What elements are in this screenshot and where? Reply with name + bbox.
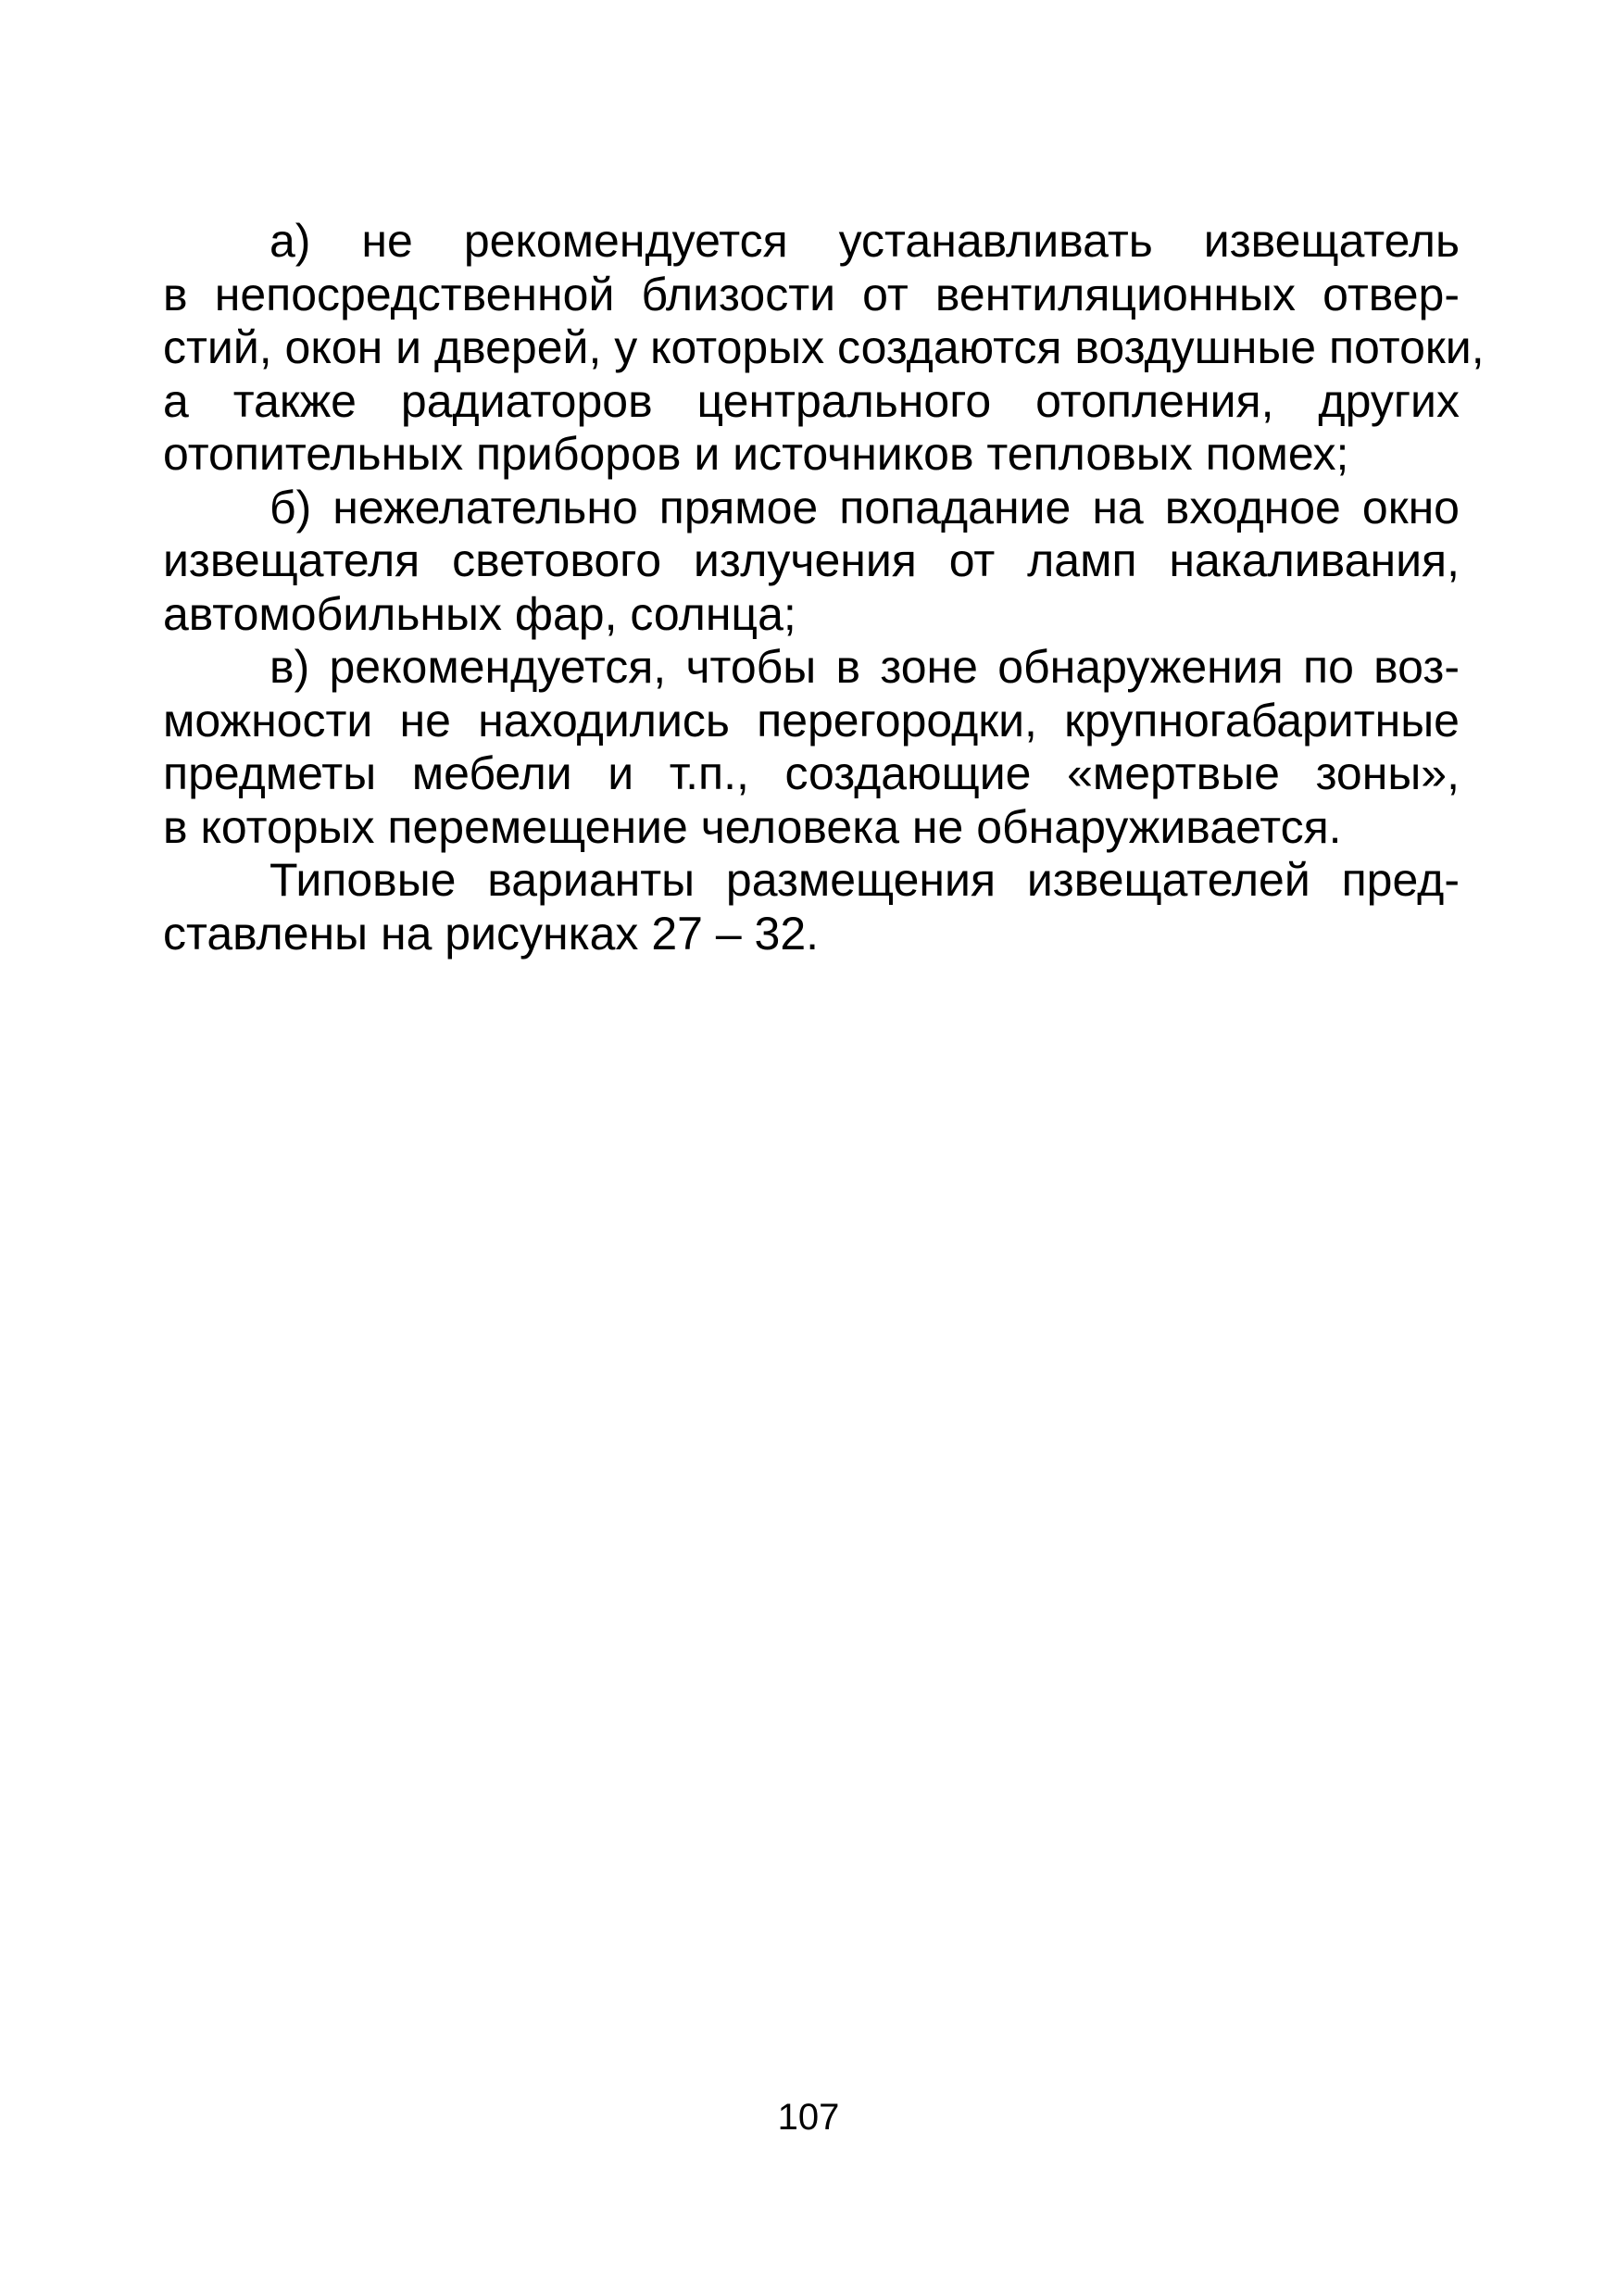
text-line: автомобильных фар, солнца; — [163, 587, 796, 640]
text-line: в которых перемещение человека не обнаруживается. — [163, 800, 1342, 853]
text-line: отопительных приборов и источников тепловых помех; — [163, 428, 1349, 480]
text-line: Типовые варианты размещения извещателей пред- — [270, 854, 1460, 906]
paragraph-v — [163, 641, 1460, 854]
body-text — [163, 215, 1485, 960]
text-line: предметы мебели и т.п., создающие «мертвые зоны», — [163, 747, 1460, 799]
text-line: в) рекомендуется, чтобы в зоне обнаружения по воз- — [270, 641, 1460, 693]
text-line: стий, окон и дверей, у которых создаются воздушные потоки, — [163, 321, 1485, 373]
page-number: 107 — [777, 2097, 840, 2138]
text-line: можности не находились перегородки, крупногабаритные — [163, 694, 1460, 747]
text-line: извещателя светового излучения от ламп накаливания, — [163, 534, 1460, 586]
text-line: а) не рекомендуется устанавливать извещатель — [270, 215, 1460, 267]
paragraph-typical-variants — [163, 854, 1460, 960]
paragraph-b — [163, 482, 1460, 642]
text-line: ставлены на рисунках 27 – 32. — [163, 907, 820, 960]
text-line: а также радиаторов центрального отопления, других — [163, 374, 1460, 427]
paragraph-a — [163, 215, 1485, 482]
text-line: в непосредственной близости от вентиляционных отвер- — [163, 268, 1460, 320]
text-line: б) нежелательно прямое попадание на входное окно — [270, 481, 1460, 533]
